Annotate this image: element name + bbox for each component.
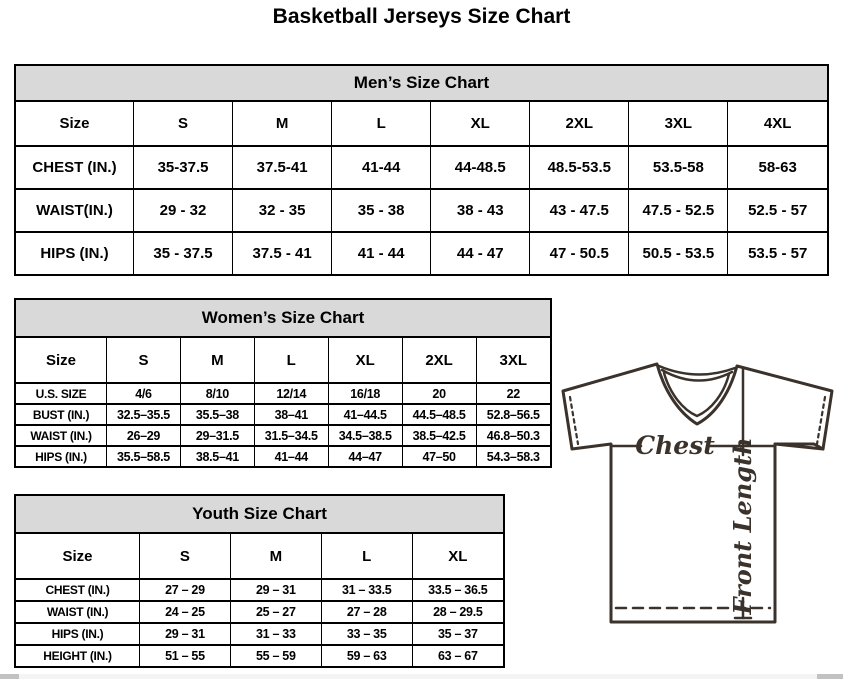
- scrollbar-left-fragment[interactable]: [0, 674, 19, 679]
- row-label: WAIST (IN.): [16, 425, 107, 446]
- value-cell: 22: [476, 383, 550, 404]
- row-label: HIPS (IN.): [16, 232, 134, 274]
- value-cell: 31 – 33.5: [321, 579, 412, 601]
- scrollbar-right-fragment[interactable]: [817, 674, 843, 679]
- size-column-header: 2XL: [530, 102, 629, 146]
- size-column-header: S: [107, 338, 181, 383]
- value-cell: 44-48.5: [431, 146, 530, 189]
- youth-chart-title: Youth Size Chart: [16, 496, 503, 534]
- page-title: Basketball Jerseys Size Chart: [272, 5, 571, 28]
- value-cell: 35-37.5: [134, 146, 233, 189]
- value-cell: 38.5–41: [180, 446, 254, 466]
- value-cell: 8/10: [180, 383, 254, 404]
- row-label: U.S. SIZE: [16, 383, 107, 404]
- value-cell: 38 - 43: [431, 189, 530, 232]
- row-label: BUST (IN.): [16, 404, 107, 425]
- value-cell: 29 - 32: [134, 189, 233, 232]
- value-cell: 12/14: [254, 383, 328, 404]
- value-cell: 41-44: [332, 146, 431, 189]
- row-label: CHEST (IN.): [16, 146, 134, 189]
- value-cell: 35.5–38: [180, 404, 254, 425]
- size-header-label: Size: [16, 102, 134, 146]
- value-cell: 29 – 31: [140, 623, 231, 645]
- value-cell: 41–44.5: [328, 404, 402, 425]
- womens-chart-title: Women’s Size Chart: [16, 300, 550, 338]
- row-label: HIPS (IN.): [16, 623, 140, 645]
- value-cell: 41–44: [254, 446, 328, 466]
- size-column-header: XL: [431, 102, 530, 146]
- value-cell: 47.5 - 52.5: [629, 189, 728, 232]
- chest-label: Chest: [635, 431, 715, 460]
- value-cell: 59 – 63: [321, 645, 412, 666]
- table-row: [16, 645, 503, 666]
- table-row: [16, 623, 503, 645]
- table-row: [16, 601, 503, 623]
- value-cell: 25 – 27: [230, 601, 321, 623]
- value-cell: 26–29: [107, 425, 181, 446]
- value-cell: 35 - 37.5: [134, 232, 233, 274]
- table-row: [16, 579, 503, 601]
- table-row: [16, 425, 550, 446]
- jersey-outline: [563, 364, 832, 622]
- value-cell: 32.5–35.5: [107, 404, 181, 425]
- value-cell: 29–31.5: [180, 425, 254, 446]
- table-row: [16, 383, 550, 404]
- value-cell: 48.5-53.5: [530, 146, 629, 189]
- value-cell: 46.8–50.3: [476, 425, 550, 446]
- size-column-header: L: [332, 102, 431, 146]
- table-row: [16, 404, 550, 425]
- youth-size-chart: [14, 494, 505, 668]
- size-column-header: M: [230, 534, 321, 579]
- value-cell: 27 – 29: [140, 579, 231, 601]
- size-header-label: Size: [16, 338, 107, 383]
- value-cell: 28 – 29.5: [412, 601, 503, 623]
- value-cell: 52.8–56.5: [476, 404, 550, 425]
- row-label: HEIGHT (IN.): [16, 645, 140, 666]
- mens-size-table: [16, 102, 827, 274]
- value-cell: 47 - 50.5: [530, 232, 629, 274]
- mens-chart-title: Men’s Size Chart: [16, 66, 827, 102]
- size-column-header: 3XL: [629, 102, 728, 146]
- value-cell: 35.5–58.5: [107, 446, 181, 466]
- value-cell: 41 - 44: [332, 232, 431, 274]
- size-column-header: L: [254, 338, 328, 383]
- value-cell: 37.5-41: [233, 146, 332, 189]
- value-cell: 51 – 55: [140, 645, 231, 666]
- value-cell: 16/18: [328, 383, 402, 404]
- size-column-header: XL: [412, 534, 503, 579]
- value-cell: 52.5 - 57: [728, 189, 827, 232]
- value-cell: 38–41: [254, 404, 328, 425]
- value-cell: 47–50: [402, 446, 476, 466]
- youth-size-table: [16, 534, 503, 666]
- value-cell: 50.5 - 53.5: [629, 232, 728, 274]
- value-cell: 53.5 - 57: [728, 232, 827, 274]
- value-cell: 31.5–34.5: [254, 425, 328, 446]
- size-header-label: Size: [16, 534, 140, 579]
- value-cell: 38.5–42.5: [402, 425, 476, 446]
- value-cell: 4/6: [107, 383, 181, 404]
- size-column-header: XL: [328, 338, 402, 383]
- value-cell: 35 – 37: [412, 623, 503, 645]
- table-row: [16, 189, 827, 232]
- value-cell: 34.5–38.5: [328, 425, 402, 446]
- value-cell: 29 – 31: [230, 579, 321, 601]
- size-column-header: S: [134, 102, 233, 146]
- value-cell: 44 - 47: [431, 232, 530, 274]
- size-column-header: M: [180, 338, 254, 383]
- jersey-measurement-diagram: [556, 358, 840, 664]
- row-label: HIPS (IN.): [16, 446, 107, 466]
- value-cell: 33 – 35: [321, 623, 412, 645]
- row-label: CHEST (IN.): [16, 579, 140, 601]
- table-row: [16, 232, 827, 274]
- womens-size-chart: [14, 298, 552, 468]
- womens-size-table: [16, 338, 550, 466]
- value-cell: 53.5-58: [629, 146, 728, 189]
- size-column-header: M: [233, 102, 332, 146]
- value-cell: 33.5 – 36.5: [412, 579, 503, 601]
- value-cell: 44–47: [328, 446, 402, 466]
- value-cell: 31 – 33: [230, 623, 321, 645]
- value-cell: 54.3–58.3: [476, 446, 550, 466]
- value-cell: 32 - 35: [233, 189, 332, 232]
- value-cell: 37.5 - 41: [233, 232, 332, 274]
- value-cell: 27 – 28: [321, 601, 412, 623]
- table-row: [16, 446, 550, 466]
- value-cell: 20: [402, 383, 476, 404]
- value-cell: 55 – 59: [230, 645, 321, 666]
- size-column-header: 4XL: [728, 102, 827, 146]
- value-cell: 63 – 67: [412, 645, 503, 666]
- front-length-label: Front Length: [728, 437, 757, 615]
- value-cell: 58-63: [728, 146, 827, 189]
- size-column-header: L: [321, 534, 412, 579]
- value-cell: 43 - 47.5: [530, 189, 629, 232]
- row-label: WAIST (IN.): [16, 601, 140, 623]
- row-label: WAIST(IN.): [16, 189, 134, 232]
- mens-size-chart: [14, 64, 829, 276]
- horizontal-scrollbar[interactable]: [0, 674, 843, 679]
- value-cell: 35 - 38: [332, 189, 431, 232]
- value-cell: 24 – 25: [140, 601, 231, 623]
- size-column-header: S: [140, 534, 231, 579]
- value-cell: 44.5–48.5: [402, 404, 476, 425]
- size-column-header: 2XL: [402, 338, 476, 383]
- table-row: [16, 146, 827, 189]
- size-column-header: 3XL: [476, 338, 550, 383]
